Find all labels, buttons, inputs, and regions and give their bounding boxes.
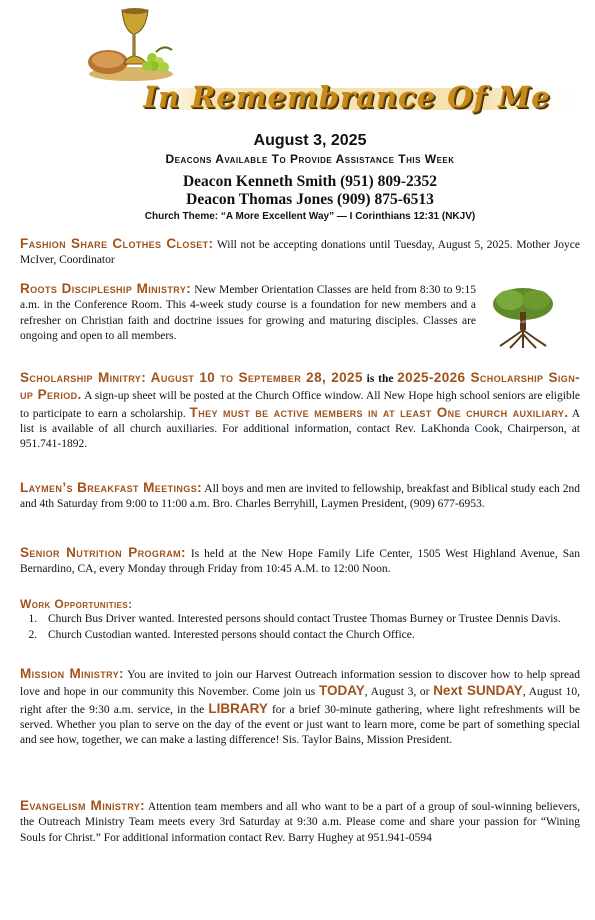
church-theme: Church Theme: “A More Excellent Way” — I Corinthians 12:31 (NKJV) — [144, 211, 476, 222]
list-item: 2. Church Custodian wanted. Interested persons should contact the Church Office. — [40, 628, 580, 643]
laymen-heading: Laymen’s Breakfast Meetings: — [20, 480, 202, 495]
scholarship-requirement: They must be active members in at least One church auxiliary. — [189, 404, 569, 420]
mission-text-3: , August 10, right after the 9:30 a.m. service, in the — [20, 686, 580, 716]
mission-next-sunday: Next SUNDAY — [433, 683, 523, 699]
mission-section — [20, 666, 580, 748]
scholarship-text-3: A list is available of all church auxiliaries. For additional information, contact Rev. LaKhonda Cook, Chairperson, at 951.741-1892. — [20, 407, 580, 451]
deacon-2: Deacon Thomas Jones (909) 875-6513 — [186, 191, 434, 208]
deacons-subhead: Deacons Available To Provide Assistance This Week — [165, 152, 455, 166]
bulletin-date: August 3, 2025 — [253, 132, 367, 149]
scholarship-period: 2025-2026 Scholarship Sign-up Period. — [20, 370, 580, 403]
roots-logo-text: ROOTS DISCIPLESHIP MINISTRY — [491, 319, 555, 324]
scholarship-section — [20, 370, 580, 452]
evangelism-heading: Evangelism Ministry: — [20, 798, 146, 813]
deacon-1: Deacon Kenneth Smith (951) 809-2352 — [182, 173, 438, 190]
fashion-share-section — [20, 236, 580, 269]
scholarship-text-1: is the — [362, 373, 398, 385]
mission-text-4: for a brief 30-minute gathering, where light refreshments will be served. Whether you plan to serve on the day of the event or just want to learn more, come be part of something special and see how, together, we can make a lasting difference! Sis. Taylor Bains, Mission President. — [20, 703, 580, 747]
roots-heading: Roots Discipleship Ministry: — [20, 281, 192, 296]
work-section — [20, 597, 580, 643]
list-item: 1. Church Bus Driver wanted. Interested persons should contact Trustee Thomas Burney or Trustee Dennis Davis. — [40, 612, 580, 627]
laymen-section — [20, 480, 580, 513]
senior-heading: Senior Nutrition Program: — [20, 545, 186, 560]
roots-tree-logo — [482, 286, 564, 352]
fashion-share-body: Will not be accepting donations until Tuesday, August 5, 2025. Mother Joyce McIver, Coordinator — [20, 239, 580, 267]
roots-body: New Member Orientation Classes are held from 8:30 to 9:15 a.m. in the Conference Room. This 4-week study course is a foundation for new members and a refresher on Christian faith and doctrine issues for growing and maturing disciples. Classes are ongoing and open to all members. — [20, 284, 477, 342]
laymen-body: All boys and men are invited to fellowship, breakfast and Biblical study each 2nd and 4th Saturday from 9:00 to 11:00 a.m. Bro. Charles Berryhill, Laymen President, (909) 677-6953. — [20, 483, 580, 511]
communion-illustration — [86, 4, 176, 82]
roots-section — [20, 281, 476, 344]
scholarship-text-2: A sign-up sheet will be posted at the Church Office window. All New Hope high school seniors are eligible to participate to earn a scholarship. — [20, 390, 580, 420]
scholarship-heading: Scholarship Minitry: August 10 to September 28, 2025 — [20, 370, 363, 385]
mission-heading: Mission Ministry: — [20, 666, 124, 681]
mission-text-1: You are invited to join our Harvest Outreach information session to discover how to help spread love and hope in our community this November. Come join us — [20, 669, 580, 699]
evangelism-section — [20, 798, 580, 846]
mission-library: LIBRARY — [208, 700, 268, 716]
evangelism-body: Attention team members and all who want to be a part of a group of soul-winning believers, the Outreach Ministry Team meets every 3rd Saturday at 9:30 a.m. Please come and share your passion for “Wining Souls for Christ.” For additional information contact Rev. Barry Hughey at 951.941-0594 — [20, 801, 580, 844]
work-heading: Work Opportunities: — [20, 597, 133, 611]
work-list — [20, 612, 580, 643]
fashion-share-heading: Fashion Share Clothes Closet: — [20, 236, 214, 251]
mission-text-2: , August 3, or — [364, 686, 434, 699]
banner-title: In Remembrance Of Me — [143, 80, 551, 114]
senior-section — [20, 545, 580, 578]
mission-today: TODAY — [318, 683, 365, 699]
senior-body: Is held at the New Hope Family Life Center, 1505 West Highland Avenue, San Bernardino, CA, every Monday through Friday from 10:45 A.M. to 12:00 Noon. — [20, 548, 581, 576]
